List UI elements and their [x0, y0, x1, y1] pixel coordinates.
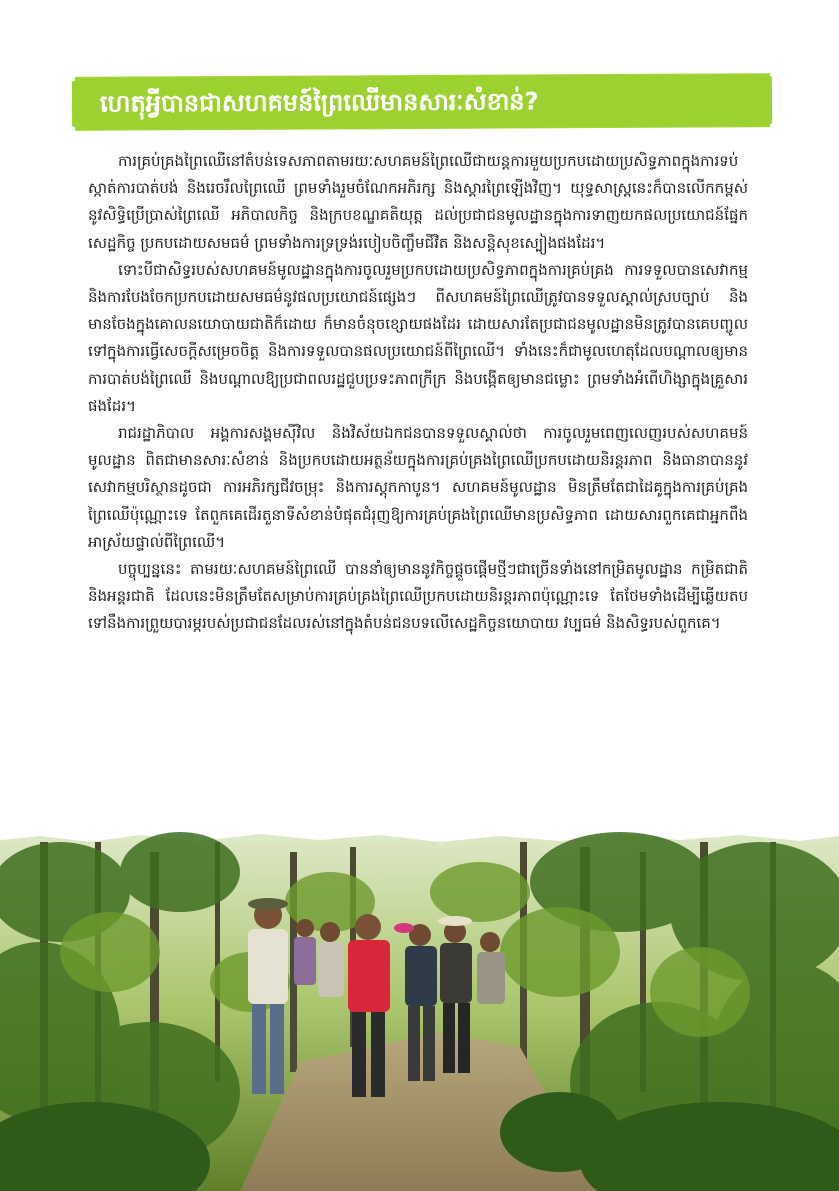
forest-walk-photo: [0, 832, 839, 1191]
article-body: [88, 148, 748, 638]
page-title: ហេតុអ្វីបានជាសហគមន៍ព្រៃឈើមានសារៈសំខាន់?: [99, 87, 539, 118]
paragraph-2: ទោះបីជាសិទ្ធរបស់សហគមន៍មូលដ្ឋានក្នុងការចូលរួមប្រកបដោយប្រសិទ្ធភាពក្នុងការគ្រប់គ្រង ការទទួលបានសេវាកម្ម និងការបែងចែកប្រកបដោយសមធម៌នូវផលប្រយោជន៍ផ្សេងៗ ពីសហគមន៍ព្រៃឈើត្រូវបានទទួលស្គាល់ស្របច្បាប់ និងមានចែងក្នុងគោលនយោបាយជាតិក៏ដោយ ក៏មានចំនុចខ្សោយផងដែរ ដោយសារតែប្រជាជនមូលដ្ឋានមិនត្រូវបានគេបញ្ចូលទៅក្នុងការធ្វើសេចក្តីសម្រេចចិត្ត និងការទទួលបានផលប្រយោជន៍ពីព្រៃឈើ។ ទាំងនេះក៏ជាមូលហេតុដែលបណ្តាលឲ្យមានការបាត់បង់ព្រៃឈើ និងបណ្តាលឱ្យប្រជាពលរដ្ឋជួបប្រទះភាពក្រីក្រ និងបង្កើតឲ្យមានជម្លោះ ព្រមទាំងអំពើហិង្សាក្នុងគ្រួសារផងដែរ។: [88, 260, 748, 415]
title-banner: [76, 74, 769, 130]
paragraph-3: រាជរដ្ឋាភិបាល អង្គការសង្គមស៊ីវិល និងវិស័យឯកជនបានទទួលស្គាល់ថា ការចូលរួមពេញលេញរបស់សហគមន៍មូលដ្ឋាន ពិតជាមានសារៈសំខាន់ និងប្រកបដោយអត្ថន័យក្នុងការគ្រប់គ្រងព្រៃឈើប្រកបដោយនិរន្តរភាព និងធានាបាននូវសេវាកម្មបរិស្ថានដូចជា ការអភិរក្សជីវចម្រុះ និងការស្តុកកាបូន។ សហគមន៍មូលដ្ឋាន មិនត្រឹមតែជាដៃគូក្នុងការគ្រប់គ្រងព្រៃឈើប៉ុណ្ណោះទេ តែពួកគេដើរតួនាទីសំខាន់បំផុតជំរុញឱ្យការគ្រប់គ្រងព្រៃឈើមានប្រសិទ្ធភាព ដោយសារពួកគេជាអ្នកពឹងអាស្រ័យផ្ទាល់ពីព្រៃឈើ។: [88, 424, 748, 551]
paragraph-4: បច្ចុប្បន្ននេះ តាមរយៈសហគមន៍ព្រៃឈើ បាននាំឲ្យមាននូវកិច្ចផ្តួចផ្តើមថ្មីៗជាច្រើនទាំងនៅកម្រិតមូលដ្ឋាន កម្រិតជាតិ និងអន្តរជាតិ ដែលនេះមិនត្រឹមតែសម្រាប់ការគ្រប់គ្រងព្រៃឈើប្រកបដោយនិរន្តរភាពប៉ុណ្ណោះទេ តែថែមទាំងដើម្បីឆ្លើយតបទៅនឹងការព្រួយបារម្ភរបស់ប្រជាជនដែលរស់នៅក្នុងតំបន់ជនបទលើសេដ្ឋកិច្ចនយោបាយ វប្បធម៌ និងសិទ្ធរបស់ពួកគេ។: [88, 560, 748, 633]
paragraph-1: ការគ្រប់គ្រងព្រៃឈើនៅតំបន់ទេសភាពតាមរយៈសហគមន៍ព្រៃឈើជាយន្តការមួយប្រកបដោយប្រសិទ្ធភាពក្នុងការទប់ស្កាត់ការបាត់បង់ និងរេចរឹលព្រៃឈើ ព្រមទាំងរួមចំណែកអភិរក្ស និងស្តារព្រៃឡើងវិញ។ យុទ្ធសាស្ត្រនេះក៏បានលើកកម្ពស់នូវសិទ្ធិប្រើប្រាស់ព្រៃឈើ អភិបាលកិច្ច និងក្របខណ្ឌគតិយុត្ត ដល់ប្រជាជនមូលដ្ឋានក្នុងការទាញយកផលប្រយោជន៍ផ្នែកសេដ្ឋកិច្ច ប្រកបដោយសមធម៌ ព្រមទាំងការទ្រទ្រង់របៀបចិញ្ចឹមជីវិត និងសន្តិសុខស្បៀងផងដែរ។: [88, 152, 748, 252]
